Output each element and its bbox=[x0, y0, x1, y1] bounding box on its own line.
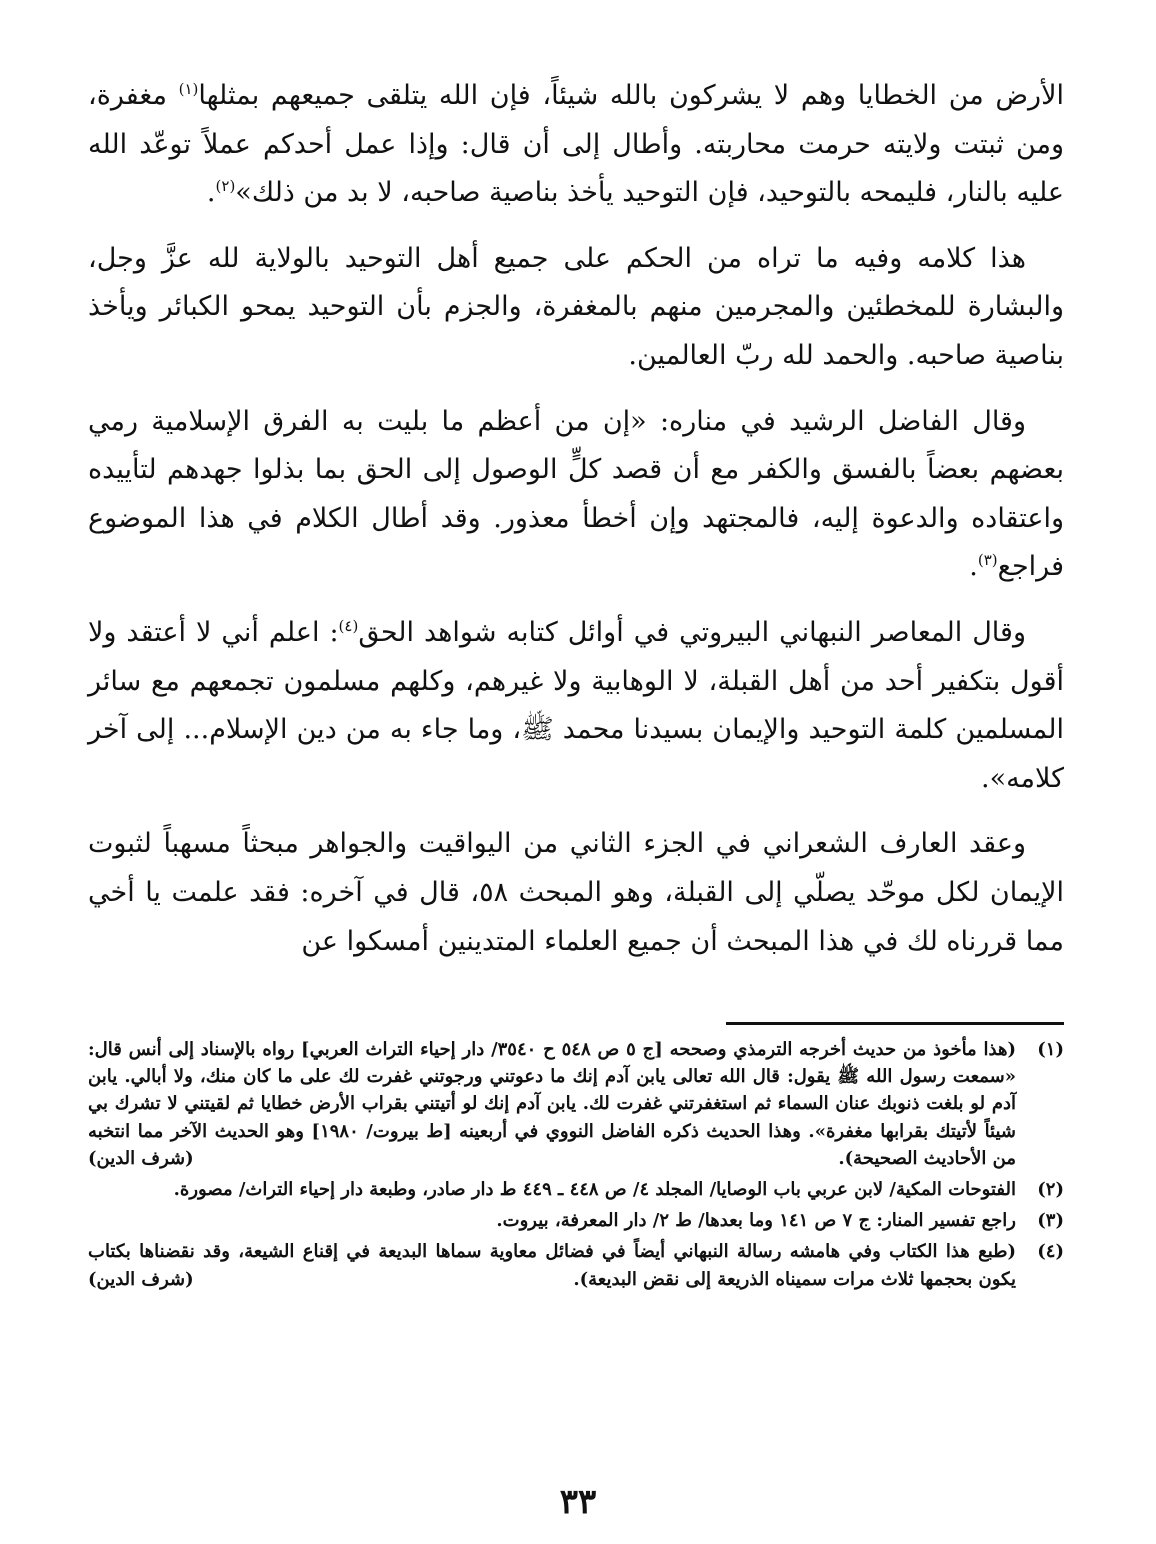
footnote-1 bbox=[88, 1036, 1064, 1172]
footnote-4 bbox=[88, 1238, 1064, 1292]
footnote-2 bbox=[88, 1176, 1064, 1203]
footnote-number: (٤) bbox=[1037, 1241, 1064, 1263]
paragraph-4-text-a: وقال المعاصر النبهاني البيروتي في أوائل كتابه شواهد الحق bbox=[358, 616, 1026, 648]
paragraph-1-text-b: مغفرة، ومن ثبتت ولايته حرمت محاربته. وأطال إلى أن قال: وإذا عمل أحدكم عملاً توعّد الله عليه بالنار، فليمحه بالتوحيد، فإن التوحيد يأخذ بناصية صاحبه، لا بد من ذلك» bbox=[88, 80, 1064, 209]
paragraph-1 bbox=[88, 72, 1064, 218]
paragraph-1-text-a: الأرض من الخطايا وهم لا يشركون بالله شيئاً، فإن الله يتلقى جميعهم بمثلها bbox=[198, 80, 1064, 111]
footnote-ref-4: (٤) bbox=[338, 616, 359, 635]
footnote-number: (٣) bbox=[1037, 1210, 1064, 1232]
paragraph-3-text-b: . bbox=[969, 551, 978, 583]
footnote-text bbox=[88, 1238, 1016, 1292]
footnote-signature: (شرف الدين) bbox=[88, 1147, 194, 1169]
footnote-ref-2: (٢) bbox=[215, 177, 236, 196]
footnote-text bbox=[88, 1036, 1016, 1172]
paragraph-5: وعقد العارف الشعراني في الجزء الثاني من اليواقيت والجواهر مبحثاً مسهباً لثبوت الإيمان لكل موحّد يصلّي إلى القبلة، وهو المبحث ٥٨، قال في آخره: فقد علمت يا أخي مما قررناه لك في هذا المبحث أن جميع العلماء المتدينين أمسكوا عن bbox=[88, 828, 1064, 957]
footnote-body: (هذا مأخوذ من حديث أخرجه الترمذي وصححه [ج ٥ ص ٥٤٨ ح ٣٥٤٠/ دار إحياء التراث العربي] رواه بالإسناد إلى أنس قال: «سمعت رسول الله ﷺ يقول: قال الله تعالى يابن آدم إنك ما دعوتني ورجوتني غفرت لك على ما كان منك، ولا أبالي. يابن آدم لو بلغت ذنوبك عنان السماء ثم استغفرتني غفرت لك. يابن آدم إنك لو أتيتني بقراب الأرض خطايا ثم لقيتني لا تشرك بي شيئاً لأتيتك بقرابها مغفرة». وهذا الحديث ذكره الفاضل النووي في أربعينه [ط بيروت/ ١٩٨٠] وهو الحديث الآخر مما انتخبه من الأحاديث الصحيحة). bbox=[88, 1039, 1016, 1169]
footnote-ref-1: (١) bbox=[178, 80, 199, 98]
footnote-separator bbox=[726, 1022, 1064, 1025]
paragraph-3-text-a: وقال الفاضل الرشيد في مناره: «إن من أعظم ما بليت به الفرق الإسلامية رمي بعضهم بعضاً بالفسق والكفر مع أن قصد كلٍّ الوصول إلى الحق بما بذلوا جهدهم لتأييده واعتقاده والدعوة إليه، فالمجتهد وإن أخطأ معذور. وقد أطال الكلام في هذا الموضوع فراجع bbox=[88, 405, 1064, 583]
footnote-text: راجع تفسير المنار: ج ٧ ص ١٤١ وما بعدها/ ط ٢/ دار المعرفة، بيروت. bbox=[496, 1210, 1016, 1232]
footnote-ref-3: (٣) bbox=[977, 551, 998, 570]
paragraph-4-text-b: : اعلم أني لا أعتقد ولا أقول بتكفير أحد من أهل القبلة، لا الوهابية ولا غيرهم، وكلهم مسلمون تجمعهم مع سائر المسلمين كلمة التوحيد والإيمان بسيدنا محمد ﷺ، وما جاء به من دين الإسلام... إلى آخر كلامه». bbox=[88, 616, 1064, 794]
footnotes bbox=[88, 1036, 1064, 1297]
footnote-signature: (شرف الدين) bbox=[88, 1268, 194, 1290]
page-number: ٣٣ bbox=[559, 1482, 597, 1522]
footnote-3 bbox=[88, 1207, 1064, 1234]
paragraph-3 bbox=[88, 398, 1064, 592]
footnote-number: (٢) bbox=[1037, 1179, 1064, 1201]
footnote-body: (طبع هذا الكتاب وفي هامشه رسالة النبهاني أيضاً في فضائل معاوية سماها البديعة في إقناع الشيعة، وقد نقضناها بكتاب يكون بحجمها ثلاث مرات سميناه الذريعة إلى نقض البديعة). bbox=[88, 1241, 1016, 1290]
paragraph-4 bbox=[88, 609, 1064, 803]
main-text bbox=[88, 72, 1064, 983]
paragraph-2: هذا كلامه وفيه ما تراه من الحكم على جميع أهل التوحيد بالولاية لله عزَّ وجل، والبشارة للمخطئين والمجرمين منهم بالمغفرة، والجزم بأن التوحيد يمحو الكبائر ويأخذ بناصية صاحبه. والحمد لله ربّ العالمين. bbox=[88, 242, 1064, 371]
paragraph-1-text-end: . bbox=[206, 177, 216, 209]
footnote-text: الفتوحات المكية/ لابن عربي باب الوصايا/ المجلد ٤/ ص ٤٤٨ ـ ٤٤٩ ط دار صادر، وطبعة دار إحياء التراث/ مصورة. bbox=[173, 1179, 1016, 1201]
footnote-number: (١) bbox=[1037, 1039, 1064, 1060]
